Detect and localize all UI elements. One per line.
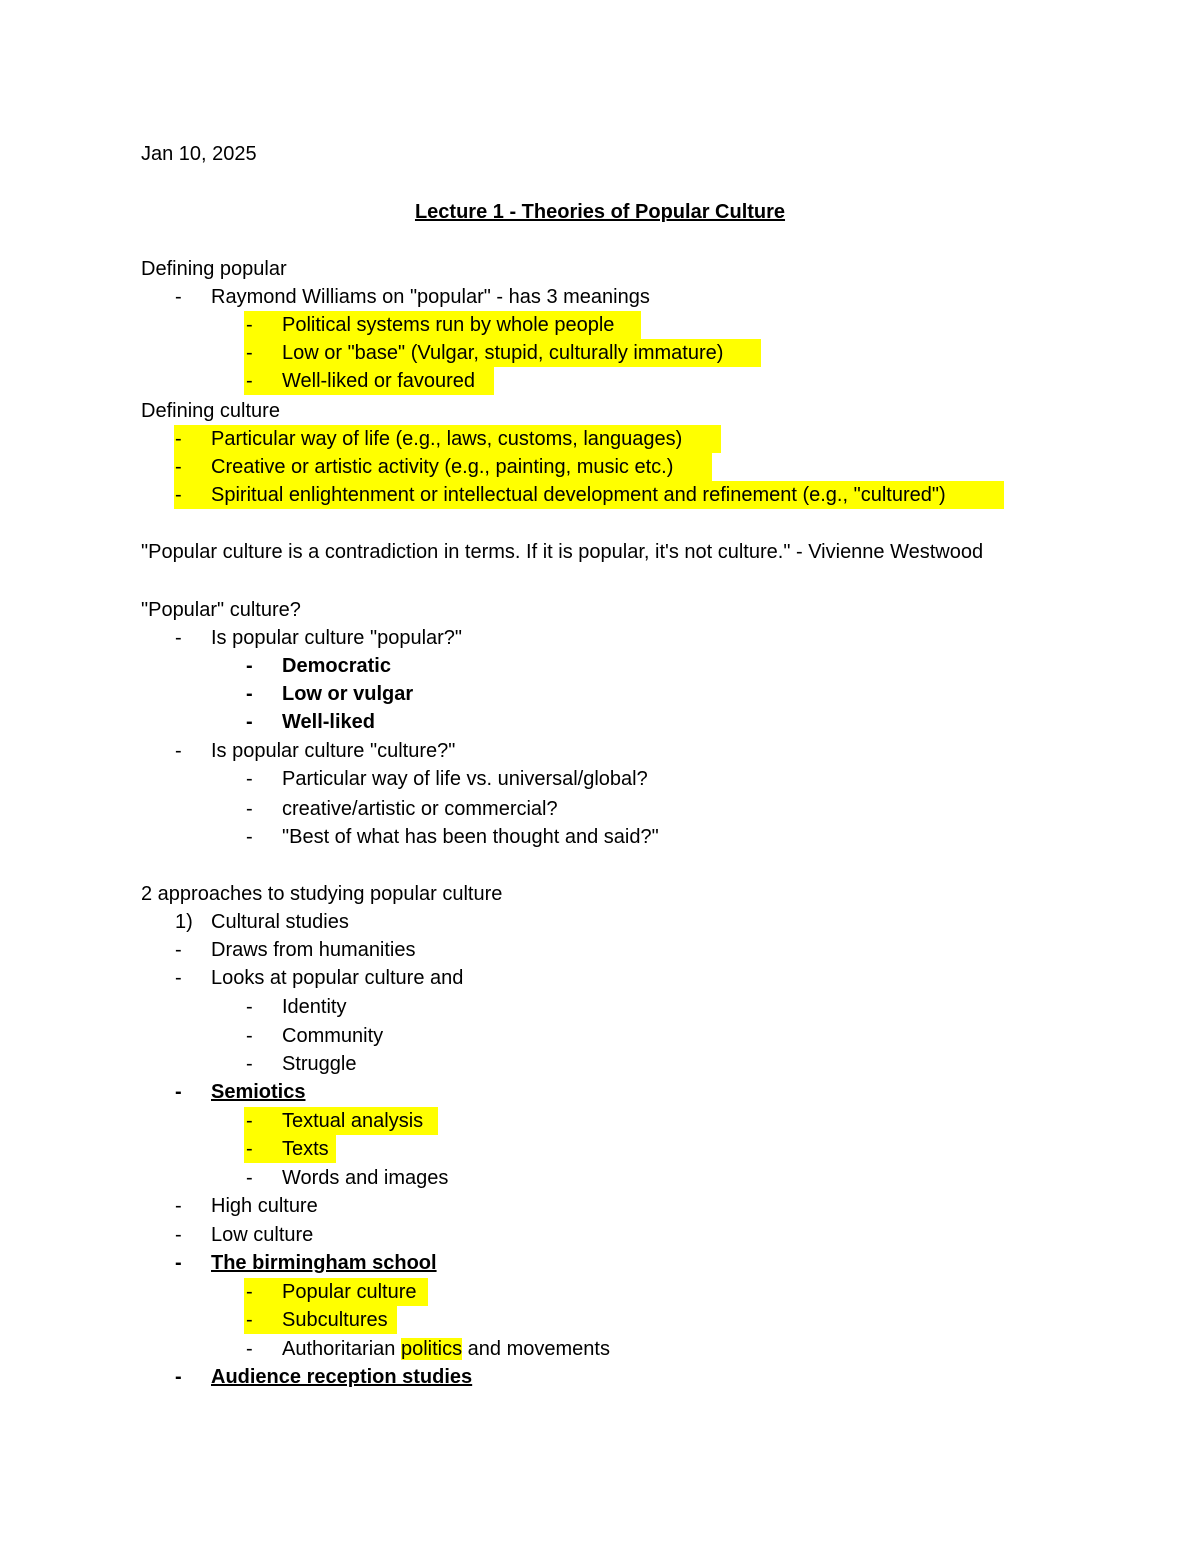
list-item-text: Looks at popular culture and bbox=[211, 967, 464, 989]
date: Jan 10, 2025 bbox=[141, 143, 257, 165]
list-item bbox=[0, 283, 1200, 311]
list-item bbox=[0, 1363, 1200, 1391]
quote: "Popular culture is a contradiction in terms. If it is popular, it's not culture." - Vivienne Westwood bbox=[141, 541, 984, 563]
list-item bbox=[0, 311, 1200, 339]
list-item-text: Low or "base" (Vulgar, stupid, culturally immature) bbox=[282, 342, 724, 364]
list-item bbox=[0, 823, 1200, 851]
bullet: - bbox=[246, 683, 253, 705]
bullet: - bbox=[246, 711, 253, 733]
list-item bbox=[0, 765, 1200, 793]
bullet: - bbox=[246, 655, 253, 677]
bullet: - bbox=[246, 1281, 253, 1303]
bullet: - bbox=[246, 370, 253, 392]
list-item-text: Particular way of life vs. universal/global? bbox=[282, 768, 648, 790]
list-item-text: Community bbox=[282, 1025, 384, 1047]
list-item-text: Raymond Williams on "popular" - has 3 meanings bbox=[211, 286, 650, 308]
list-item-text: creative/artistic or commercial? bbox=[282, 798, 558, 820]
page-title: Lecture 1 - Theories of Popular Culture bbox=[414, 201, 786, 223]
list-item bbox=[0, 652, 1200, 680]
list-item bbox=[0, 1050, 1200, 1078]
list-item bbox=[0, 453, 1200, 481]
bullet: - bbox=[246, 798, 253, 820]
popular-culture-heading: "Popular" culture? bbox=[141, 599, 301, 621]
section-label-birmingham: The birmingham school bbox=[211, 1252, 437, 1274]
defining-popular-heading: Defining popular bbox=[141, 258, 287, 280]
list-item bbox=[0, 1164, 1200, 1192]
list-item-text: Democratic bbox=[282, 655, 391, 677]
list-item bbox=[0, 1078, 1200, 1106]
list-item-text: Well-liked bbox=[282, 711, 375, 733]
section-label-audience: Audience reception studies bbox=[211, 1366, 473, 1388]
list-item-text: High culture bbox=[211, 1195, 318, 1217]
list-item-text: Is popular culture "popular?" bbox=[211, 627, 463, 649]
list-item-text: Identity bbox=[282, 996, 347, 1018]
list-item-text: Cultural studies bbox=[211, 911, 349, 933]
list-item-text: "Best of what has been thought and said?" bbox=[282, 826, 659, 848]
bullet: - bbox=[246, 1167, 253, 1189]
list-item bbox=[0, 1022, 1200, 1050]
list-item-text: Is popular culture "culture?" bbox=[211, 740, 456, 762]
list-item-text: Words and images bbox=[282, 1167, 449, 1189]
title-row bbox=[0, 198, 1200, 226]
list-item-text: Subcultures bbox=[282, 1309, 388, 1331]
bullet: - bbox=[175, 740, 182, 762]
list-item bbox=[0, 936, 1200, 964]
list-item bbox=[0, 1335, 1200, 1363]
list-item-text: Low or vulgar bbox=[282, 683, 414, 705]
list-item bbox=[0, 1135, 1200, 1163]
bullet: - bbox=[175, 939, 182, 961]
list-item bbox=[0, 425, 1200, 453]
list-item bbox=[0, 624, 1200, 652]
list-item-text: Draws from humanities bbox=[211, 939, 416, 961]
list-item bbox=[0, 680, 1200, 708]
list-item bbox=[0, 708, 1200, 736]
list-item bbox=[0, 993, 1200, 1021]
list-item-text bbox=[282, 1335, 610, 1363]
list-item bbox=[0, 367, 1200, 395]
bullet: - bbox=[246, 768, 253, 790]
bullet: - bbox=[175, 1224, 182, 1246]
bullet: - bbox=[175, 1081, 182, 1103]
bullet: - bbox=[246, 1110, 253, 1132]
list-item bbox=[0, 964, 1200, 992]
bullet: - bbox=[246, 1025, 253, 1047]
list-item-text: Texts bbox=[282, 1138, 329, 1160]
bullet: - bbox=[246, 1053, 253, 1075]
number-label: 1) bbox=[175, 911, 193, 933]
list-item bbox=[0, 339, 1200, 367]
bullet: - bbox=[175, 456, 182, 478]
authoritarian-rest: and movements bbox=[467, 1338, 610, 1360]
list-item bbox=[0, 908, 1200, 936]
list-item-text: Political systems run by whole people bbox=[282, 314, 615, 336]
list-item-text: Creative or artistic activity (e.g., painting, music etc.) bbox=[211, 456, 674, 478]
list-item bbox=[0, 481, 1200, 509]
bullet: - bbox=[246, 996, 253, 1018]
list-item bbox=[0, 1306, 1200, 1334]
list-item-text: Well-liked or favoured bbox=[282, 370, 476, 392]
bullet: - bbox=[246, 1338, 253, 1360]
bullet: - bbox=[246, 1138, 253, 1160]
bullet: - bbox=[246, 1309, 253, 1331]
list-item bbox=[0, 1107, 1200, 1135]
bullet: - bbox=[246, 826, 253, 848]
bullet: - bbox=[175, 627, 182, 649]
bullet: - bbox=[175, 1252, 182, 1274]
list-item bbox=[0, 1249, 1200, 1277]
list-item-text: Spiritual enlightenment or intellectual development and refinement (e.g., "cultured") bbox=[211, 484, 946, 506]
defining-culture-heading: Defining culture bbox=[141, 400, 280, 422]
bullet: - bbox=[175, 428, 182, 450]
list-item bbox=[0, 1192, 1200, 1220]
authoritarian-text: Authoritarian bbox=[282, 1338, 396, 1360]
list-item-text: Textual analysis bbox=[282, 1110, 424, 1132]
approaches-heading: 2 approaches to studying popular culture bbox=[141, 883, 503, 905]
bullet: - bbox=[175, 1366, 182, 1388]
highlighted-word: politics bbox=[400, 1338, 463, 1360]
bullet: - bbox=[175, 1195, 182, 1217]
bullet: - bbox=[246, 314, 253, 336]
bullet: - bbox=[175, 967, 182, 989]
list-item-text: Struggle bbox=[282, 1053, 357, 1075]
list-item bbox=[0, 737, 1200, 765]
bullet: - bbox=[175, 484, 182, 506]
list-item bbox=[0, 795, 1200, 823]
bullet: - bbox=[175, 286, 182, 308]
bullet: - bbox=[246, 342, 253, 364]
list-item-text: Low culture bbox=[211, 1224, 314, 1246]
list-item-text: Particular way of life (e.g., laws, customs, languages) bbox=[211, 428, 683, 450]
section-label-semiotics: Semiotics bbox=[211, 1081, 306, 1103]
list-item bbox=[0, 1221, 1200, 1249]
list-item-text: Popular culture bbox=[282, 1281, 417, 1303]
list-item bbox=[0, 1278, 1200, 1306]
